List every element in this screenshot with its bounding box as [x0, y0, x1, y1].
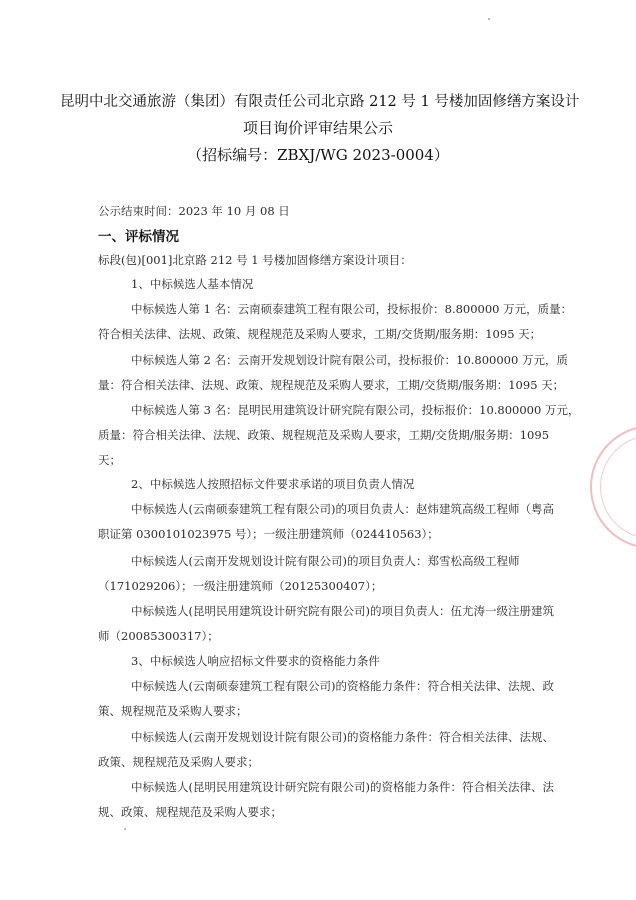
- leader-3-line2: 师（20085300317）；: [98, 629, 219, 643]
- candidate-1-line1: 中标候选人第 1 名：云南硕泰建筑工程有限公司，投标报价：8.800000 万元，质量：: [131, 302, 573, 316]
- scan-speck: [488, 18, 490, 20]
- leader-2-line1: 中标候选人(云南开发规划设计院有限公司)的项目负责人：郑雪松高级工程师: [131, 554, 520, 568]
- subsection-heading-qualifications: 3、中标候选人响应招标文件要求的资格能力条件: [131, 654, 380, 668]
- section-heading-evaluation: 一、评标情况: [98, 229, 179, 245]
- leader-2-line2: （171029206）；一级注册建筑师（20125300407）；: [98, 579, 383, 593]
- candidate-2-line1: 中标候选人第 2 名：云南开发规划设计院有限公司，投标报价：10.800000 万元，质: [131, 353, 568, 367]
- qualification-1-line1: 中标候选人(云南硕泰建筑工程有限公司)的资格能力条件：符合相关法律、法规、政: [131, 679, 554, 693]
- leader-1-line2: 职证第 0300101023975 号）；一级注册建筑师（024410563）；: [98, 527, 439, 541]
- leader-1-line1: 中标候选人(云南硕泰建筑工程有限公司)的项目负责人：赵炜建筑高级工程师（粤高: [131, 502, 554, 516]
- subsection-heading-candidates: 1、中标候选人基本情况: [131, 277, 254, 291]
- qualification-2-line1: 中标候选人(云南开发规划设计院有限公司)的资格能力条件：符合相关法律、法规、: [131, 730, 554, 744]
- candidate-1-line2: 符合相关法律、法规、政策、规程规范及采购人要求，工期/交货期/服务期：1095 天；: [98, 327, 542, 341]
- subsection-heading-project-leaders: 2、中标候选人按照招标文件要求承诺的项目负责人情况: [131, 477, 415, 491]
- leader-3-line1: 中标候选人(昆明民用建筑设计研究院有限公司)的项目负责人：伍尤涛一级注册建筑: [131, 604, 554, 618]
- qualification-3-line2: 规、政策、规程规范及采购人要求；: [98, 805, 282, 819]
- document-title-line2: 项目询价评审结果公示: [242, 119, 393, 137]
- qualification-1-line2: 策、规程规范及采购人要求；: [98, 704, 248, 718]
- candidate-3-line3: 天；: [98, 453, 121, 467]
- scan-speck: [124, 828, 126, 830]
- candidate-2-line2: 量：符合相关法律、法规、政策、规程规范及采购人要求，工期/交货期/服务期：1095 天；: [98, 378, 565, 392]
- qualification-2-line2: 政策、规程规范及采购人要求；: [98, 755, 259, 769]
- qualification-3-line1: 中标候选人(昆明民用建筑设计研究院有限公司)的资格能力条件：符合相关法律、法: [131, 780, 554, 794]
- publication-end-date: 公示结束时间：2023 年 10 月 08 日: [98, 204, 290, 218]
- official-seal: [590, 425, 636, 549]
- candidate-3-line2: 质量：符合相关法律、法规、政策、规程规范及采购人要求，工期/交货期/服务期：1095: [98, 428, 550, 442]
- bid-number: （招标编号：ZBXJ/WG 2023-0004）: [187, 146, 449, 164]
- official-seal-inner-ring: [600, 435, 636, 539]
- document-title-line1: 昆明中北交通旅游（集团）有限责任公司北京路 212 号 1 号楼加固修缮方案设计: [60, 94, 580, 110]
- candidate-3-line1: 中标候选人第 3 名：昆明民用建筑设计研究院有限公司，投标报价：10.800000 万元，: [131, 403, 580, 417]
- lot-line: 标段(包)[001]北京路 212 号 1 号楼加固修缮方案设计项目：: [98, 253, 412, 267]
